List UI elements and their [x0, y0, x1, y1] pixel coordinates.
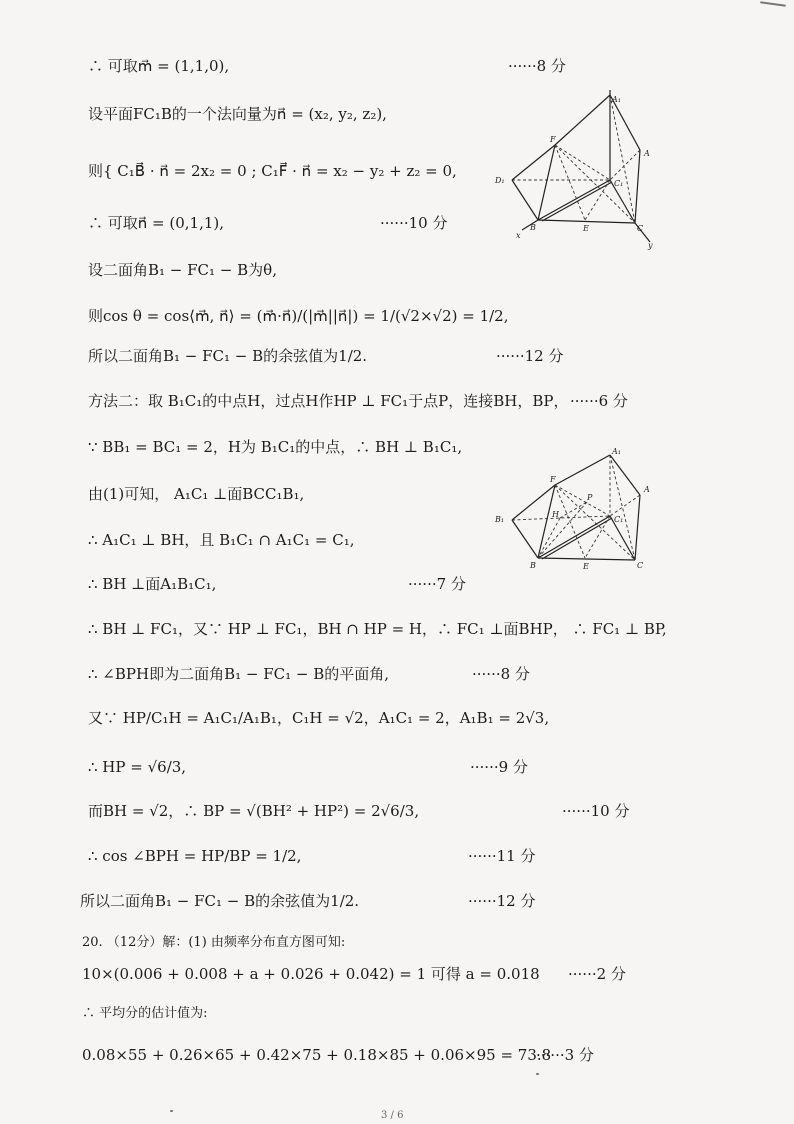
solution-text: 由(1)可知， A₁C₁ ⊥面BCC₁B₁,	[88, 485, 305, 503]
label-A1: A₁	[612, 95, 621, 104]
label-E: E	[583, 562, 589, 571]
score-mark: ······8 分	[508, 57, 566, 75]
page-number: 3 / 6	[381, 1110, 404, 1121]
solution-text: ∴ 平均分的估计值为:	[82, 1006, 208, 1021]
score-mark: ······10 分	[562, 802, 630, 820]
solution-text: 0.08×55 + 0.26×65 + 0.42×75 + 0.18×85 + 0.06×95 = 73.8	[82, 1046, 552, 1064]
scan-speck	[536, 1073, 539, 1075]
score-mark: ······12 分	[496, 347, 564, 365]
scan-speck	[170, 1110, 173, 1112]
label-C1: C₁	[614, 179, 624, 188]
label-B: B	[530, 223, 536, 232]
solution-text: ∴ BH ⊥ FC₁，又∵ HP ⊥ FC₁，BH ∩ HP = H，∴ FC₁ ⊥面BHP， ∴ FC₁ ⊥ BP,	[88, 620, 667, 638]
score-mark: ······11 分	[468, 847, 536, 865]
label-C1: C₁	[614, 515, 624, 524]
solution-text: 方法二：取 B₁C₁的中点H，过点H作HP ⊥ FC₁于点P，连接BH，BP，	[88, 392, 569, 410]
score-mark: ······12 分	[468, 892, 536, 910]
label-y: y	[648, 241, 653, 250]
score-mark: ······6 分	[570, 392, 628, 410]
solution-text: ∴ A₁C₁ ⊥ BH，且 B₁C₁ ∩ A₁C₁ = C₁,	[88, 531, 355, 549]
scan-mark	[760, 1, 786, 7]
label-E: E	[583, 224, 589, 233]
score-mark: ······8 分	[472, 665, 530, 683]
label-x: x	[516, 231, 521, 240]
score-mark: ······7 分	[408, 575, 466, 593]
label-F: F	[550, 475, 556, 484]
solution-text: ∴ cos ∠BPH = HP/BP = 1/2,	[88, 847, 302, 865]
solution-text: 设二面角B₁ − FC₁ − B为θ,	[88, 261, 277, 279]
solution-text: ∴ BH ⊥面A₁B₁C₁,	[88, 575, 217, 593]
label-A: A	[644, 485, 650, 494]
label-C: C	[637, 561, 644, 570]
label-B1: B₁	[495, 515, 505, 524]
solution-text: 所以二面角B₁ − FC₁ − B的余弦值为1/2.	[88, 347, 368, 365]
label-D1: D₁	[495, 176, 505, 185]
score-mark: ······2 分	[568, 965, 626, 983]
score-mark: ······9 分	[470, 758, 528, 776]
solution-text: 所以二面角B₁ − FC₁ − B的余弦值为1/2.	[80, 892, 360, 910]
solution-text: 而BH = √2，∴ BP = √(BH² + HP²) = 2√6/3,	[88, 802, 420, 820]
label-A: A	[644, 149, 650, 158]
label-A1: A₁	[612, 447, 621, 456]
label-F: F	[550, 135, 556, 144]
label-C: C	[637, 224, 644, 233]
geometry-figure-1	[490, 90, 670, 250]
score-mark: ······10 分	[380, 214, 448, 232]
solution-text: 又∵ HP/C₁H = A₁C₁/A₁B₁，C₁H = √2，A₁C₁ = 2，A₁B₁ = 2√3,	[88, 709, 550, 727]
label-P: P	[587, 493, 593, 502]
solution-text: 20. （12分）解：(1) 由频率分布直方图可知:	[82, 935, 346, 950]
solution-text: 则{ C₁B⃗ · n⃗ = 2x₂ = 0 ; C₁F⃗ · n⃗ = x₂ − y₂ + z₂ = 0,	[88, 162, 457, 180]
label-B: B	[530, 561, 536, 570]
solution-text: ∴ ∠BPH即为二面角B₁ − FC₁ − B的平面角,	[88, 665, 390, 683]
solution-text: ∴ 可取m⃗ = (1,1,0),	[88, 57, 230, 75]
solution-text: 则cos θ = cos⟨m⃗, n⃗⟩ = (m⃗·n⃗)/(|m⃗||n⃗|) = 1/(√2×√2) = 1/2,	[88, 307, 509, 325]
label-H: H	[552, 510, 559, 519]
solution-text: 10×(0.006 + 0.008 + a + 0.026 + 0.042) = 1 可得 a = 0.018	[82, 965, 540, 983]
solution-text: ∴ 可取n⃗ = (0,1,1),	[88, 214, 225, 232]
solution-text: 设平面FC₁B的一个法向量为n⃗ = (x₂, y₂, z₂),	[88, 105, 387, 123]
geometry-figure-2	[490, 440, 670, 580]
solution-text: ∵ BB₁ = BC₁ = 2，H为 B₁C₁的中点，∴ BH ⊥ B₁C₁,	[88, 438, 463, 456]
solution-text: ∴ HP = √6/3,	[88, 758, 187, 776]
score-mark: ······3 分	[536, 1046, 594, 1064]
